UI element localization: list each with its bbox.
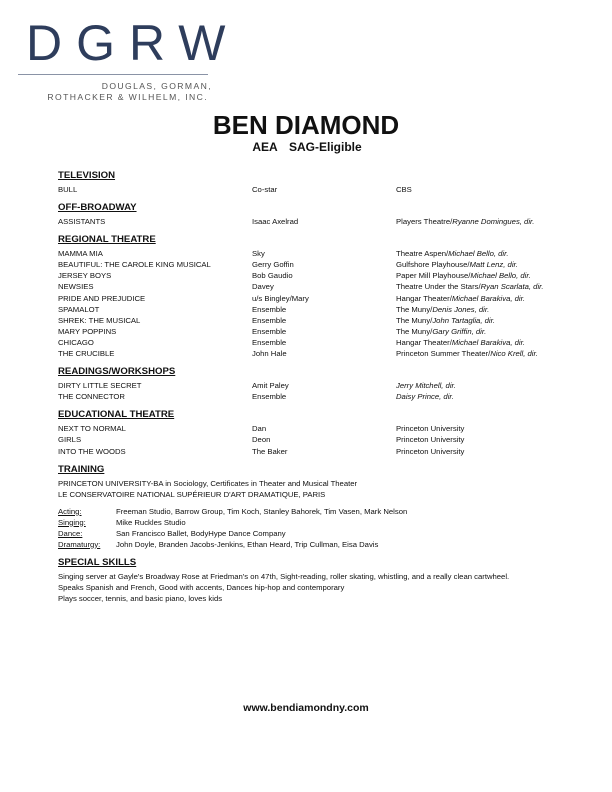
credit-row	[58, 184, 598, 195]
credit-row	[58, 326, 598, 337]
training-label: Acting:	[58, 506, 82, 516]
training-row-dance	[58, 528, 598, 539]
section-title: TELEVISION	[58, 170, 116, 181]
credit-show: MARY POPPINS	[58, 326, 117, 336]
credit-venue: Jerry Mitchell, dir.	[396, 381, 456, 391]
section-title: TRAINING	[58, 463, 105, 475]
credit-row	[58, 259, 598, 270]
section-readings-workshops	[58, 366, 598, 402]
union-status	[0, 140, 612, 154]
agency-name-line1: DOUGLAS, GORMAN,	[101, 81, 212, 91]
credit-venue: Daisy Prince, dir.	[396, 392, 454, 402]
credit-row	[58, 434, 598, 445]
credit-show: SPAMALOT	[58, 304, 100, 314]
credit-role: Sky	[252, 249, 265, 259]
credit-role: Bob Gaudio	[252, 271, 293, 281]
resume-body	[58, 170, 598, 611]
credit-role: Amit Paley	[252, 381, 289, 391]
credit-show: DIRTY LITTLE SECRET	[58, 381, 142, 391]
credit-venue: Princeton University	[396, 435, 465, 445]
section-television	[58, 170, 598, 195]
skill-line: Singing server at Gayle's Broadway Rose at Friedman's on 47th, Sight-reading, roller skating, whistling, and a really clean cartwheel.	[58, 571, 510, 581]
credit-show: PRIDE AND PREJUDICE	[58, 293, 146, 303]
credit-show: ASSISTANTS	[58, 217, 106, 227]
credit-row	[58, 337, 598, 348]
section-special-skills	[58, 557, 598, 605]
credit-row	[58, 391, 598, 402]
training-school: LE CONSERVATOIRE NATIONAL SUPÉRIEUR D'ART DRAMATIQUE, PARIS	[58, 489, 326, 499]
agency-logo-letters: DGRW	[26, 15, 240, 71]
credit-role: Ensemble	[252, 304, 287, 314]
credit-row	[58, 380, 598, 391]
training-row-dramaturgy	[58, 539, 598, 550]
credit-row	[58, 270, 598, 281]
actor-name: BEN DIAMOND	[212, 110, 400, 140]
training-value: Mike Ruckles Studio	[116, 517, 186, 527]
credit-show: NEXT TO NORMAL	[58, 424, 126, 434]
skill-line: Plays soccer, tennis, and basic piano, loves kids	[58, 594, 223, 604]
credit-venue: Gulfshore Playhouse/Matt Lenz, dir.	[396, 260, 518, 270]
credit-venue: Players Theatre/Ryanne Domingues, dir.	[396, 217, 535, 227]
credit-venue: Princeton Summer Theater/Nico Krell, dir.	[396, 349, 538, 359]
credit-show: THE CRUCIBLE	[58, 349, 115, 359]
section-off-broadway	[58, 202, 598, 227]
union-sag: SAG-Eligible	[289, 140, 362, 154]
credit-show: THE CONNECTOR	[58, 392, 125, 402]
section-title: EDUCATIONAL THEATRE	[58, 409, 175, 421]
credit-venue: Theatre Aspen/Michael Bello, dir.	[396, 249, 509, 259]
credit-show: INTO THE WOODS	[58, 446, 126, 456]
section-title: OFF-BROADWAY	[58, 202, 137, 214]
credit-row	[58, 281, 598, 292]
credit-role: Ensemble	[252, 315, 287, 325]
credit-role: Ensemble	[252, 337, 287, 347]
credit-show: CHICAGO	[58, 337, 94, 347]
credit-show: GIRLS	[58, 435, 82, 445]
credit-row	[58, 216, 598, 227]
credit-role: Davey	[252, 282, 274, 292]
credit-row	[58, 423, 598, 434]
section-title: REGIONAL THEATRE	[58, 234, 156, 246]
section-title: SPECIAL SKILLS	[58, 556, 137, 568]
training-label: Dance:	[58, 528, 83, 538]
credit-venue: Hangar Theater/Michael Barakiva, dir.	[396, 293, 526, 303]
credit-row	[58, 315, 598, 326]
credit-row	[58, 248, 598, 259]
section-regional-theatre	[58, 234, 598, 359]
credit-venue: The Muny/John Tartaglia, dir.	[396, 315, 496, 325]
credit-role: Deon	[252, 435, 271, 445]
training-value: John Doyle, Branden Jacobs-Jenkins, Ethan Heard, Trip Cullman, Eisa Davis	[116, 539, 379, 549]
training-value: San Francisco Ballet, BodyHype Dance Company	[116, 528, 286, 538]
section-title: READINGS/WORKSHOPS	[58, 366, 176, 378]
section-educational-theatre	[58, 409, 598, 456]
credit-venue: The Muny/Gary Griffin, dir.	[396, 326, 487, 336]
credit-show: JERSEY BOYS	[58, 271, 112, 281]
credit-role: Gerry Goffin	[252, 260, 294, 270]
credit-role: Ensemble	[252, 326, 287, 336]
credit-show: BULL	[58, 185, 78, 194]
credit-role: u/s Bingley/Mary	[252, 293, 309, 303]
section-training	[58, 464, 598, 550]
credit-role: Isaac Axelrad	[252, 217, 299, 227]
training-row-singing	[58, 517, 598, 528]
credit-venue: The Muny/Denis Jones, dir.	[396, 304, 490, 314]
logo-divider	[18, 74, 208, 75]
union-aea: AEA	[252, 140, 278, 154]
credit-row	[58, 446, 598, 457]
training-label: Dramaturgy:	[58, 539, 101, 549]
credit-role: Dan	[252, 424, 267, 434]
agency-logo	[12, 15, 240, 104]
credit-row	[58, 348, 598, 359]
training-label: Singing:	[58, 517, 86, 527]
credit-venue: Princeton University	[396, 424, 465, 434]
credit-venue: Hangar Theater/Michael Barakiva, dir.	[396, 337, 526, 347]
credit-show: MAMMA MIA	[58, 249, 103, 259]
credit-role: Ensemble	[252, 392, 287, 402]
credit-venue: CBS	[396, 185, 412, 194]
skill-line: Speaks Spanish and French, Good with accents, Dances hip-hop and contemporary	[58, 582, 345, 592]
credit-role: Co-star	[252, 185, 278, 194]
training-value: Freeman Studio, Barrow Group, Tim Koch, Stanley Bahorek, Tim Vasen, Mark Nelson	[116, 506, 408, 516]
credit-show: SHREK: THE MUSICAL	[58, 315, 141, 325]
credit-role: The Baker	[252, 446, 288, 456]
credit-venue: Theatre Under the Stars/Ryan Scarlata, dir.	[396, 282, 544, 292]
credit-show: NEWSIES	[58, 282, 94, 292]
credit-show: BEAUTIFUL: THE CAROLE KING MUSICAL	[58, 260, 211, 270]
credit-role: John Hale	[252, 349, 287, 359]
training-school: PRINCETON UNIVERSITY-BA in Sociology, Certificates in Theater and Musical Theater	[58, 478, 358, 488]
agency-name-line2: ROTHACKER & WILHELM, INC.	[47, 92, 208, 102]
credit-row	[58, 304, 598, 315]
training-row-acting	[58, 506, 598, 517]
credit-venue: Princeton University	[396, 446, 465, 456]
website-link[interactable]: www.bendiamondny.com	[243, 702, 369, 714]
credit-venue: Paper Mill Playhouse/Michael Bello, dir.	[396, 271, 531, 281]
credit-row	[58, 293, 598, 304]
